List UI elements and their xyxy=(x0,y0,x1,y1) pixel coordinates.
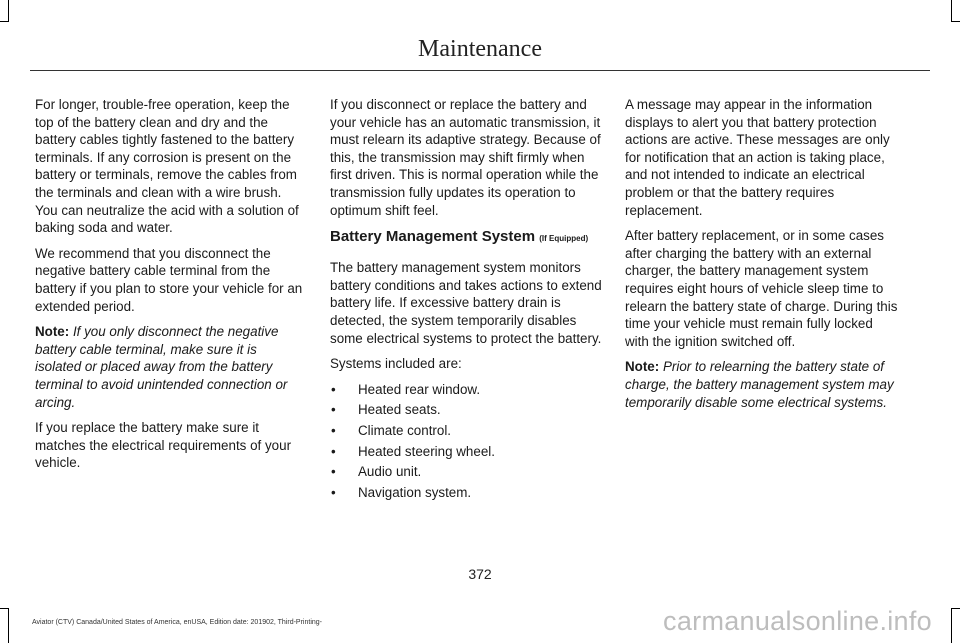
crop-mark-top-right-h xyxy=(951,21,960,22)
paragraph-replacement: If you replace the battery make sure it matches the electrical requirements of your vehicle. xyxy=(35,420,292,471)
list-item: • Heated steering wheel. xyxy=(330,443,602,461)
list-item: • Heated seats. xyxy=(330,401,602,419)
column-2 xyxy=(330,96,602,504)
header-divider xyxy=(30,70,930,71)
column-3 xyxy=(625,96,898,419)
crop-mark-bottom-right-v xyxy=(951,608,952,643)
list-item: • Heated rear window. xyxy=(330,381,602,399)
column-1 xyxy=(35,96,305,480)
paragraph-sleep-time: After battery replacement, or in some cases after charging the battery with an external charger, the battery management system requires eight hours of vehicle sleep time to relearn the battery state of charge. During this time your vehicle must remain fully locked with the ignition switched off. xyxy=(625,228,898,349)
note-disconnect xyxy=(35,323,305,411)
paragraph-systems-intro: Systems included are: xyxy=(330,356,462,372)
paragraph-storage-advice: We recommend that you disconnect the negative battery cable terminal from the battery if you plan to store your vehicle for an extended period. xyxy=(35,245,303,314)
section-heading-text: Battery Management System xyxy=(330,228,536,246)
page-header-title: Maintenance xyxy=(418,36,542,62)
crop-mark-top-left-v xyxy=(8,0,9,22)
crop-mark-bottom-left-v xyxy=(8,608,9,643)
page-number: 372 xyxy=(468,566,492,582)
note-relearning xyxy=(625,358,898,411)
paragraph-transmission-relearn: If you disconnect or replace the battery and your vehicle has an automatic transmission, it must relearn its adaptive strategy. Because of this, the transmission may shift firmly when first driven. This is normal operation while the transmission fully updates its operation to optimum shift feel. xyxy=(330,97,601,218)
systems-list xyxy=(330,381,602,502)
crop-mark-top-left-h xyxy=(0,21,9,22)
note-label: Note: xyxy=(35,324,70,340)
section-heading xyxy=(330,227,602,249)
list-item: • Navigation system. xyxy=(330,484,602,502)
paragraph-bms-description: The battery management system monitors battery conditions and takes actions to extend battery life. If excessive battery drain is detected, the system temporarily disables some electrical systems to protect the battery. xyxy=(330,260,602,346)
note-text: If you only disconnect the negative battery cable terminal, make sure it is isolated or placed away from the battery terminal to avoid unintended connection or arcing. xyxy=(35,324,288,410)
crop-mark-top-right-v xyxy=(951,0,952,22)
note-text: Prior to relearning the battery state of charge, the battery management system may temporarily disable some electrical systems. xyxy=(625,359,894,410)
footer-edition-info: Aviator (CTV) Canada/United States of America, enUSA, Edition date: 201902, Third-Printing- xyxy=(32,619,323,626)
list-item: • Audio unit. xyxy=(330,463,602,481)
note-label: Note: xyxy=(625,359,660,375)
section-heading-qualifier: (If Equipped) xyxy=(539,234,589,244)
crop-mark-bottom-right-h xyxy=(951,608,960,609)
watermark: carmanualsonline.info xyxy=(663,606,932,636)
list-item: • Climate control. xyxy=(330,422,602,440)
paragraph-message-info: A message may appear in the information displays to alert you that battery protection actions are active. These messages are only for notification that an action is taking place, and not intended to indicate an electrical problem or that the battery requires replacement. xyxy=(625,97,890,218)
crop-mark-bottom-left-h xyxy=(0,608,9,609)
paragraph-battery-care: For longer, trouble-free operation, keep the top of the battery clean and dry and the battery cables tightly fastened to the battery terminals. If any corrosion is present on the battery or terminals, remove the cables from the terminals and clean with a wire brush. You can neutralize the acid with a solution of baking soda and water. xyxy=(35,97,299,236)
